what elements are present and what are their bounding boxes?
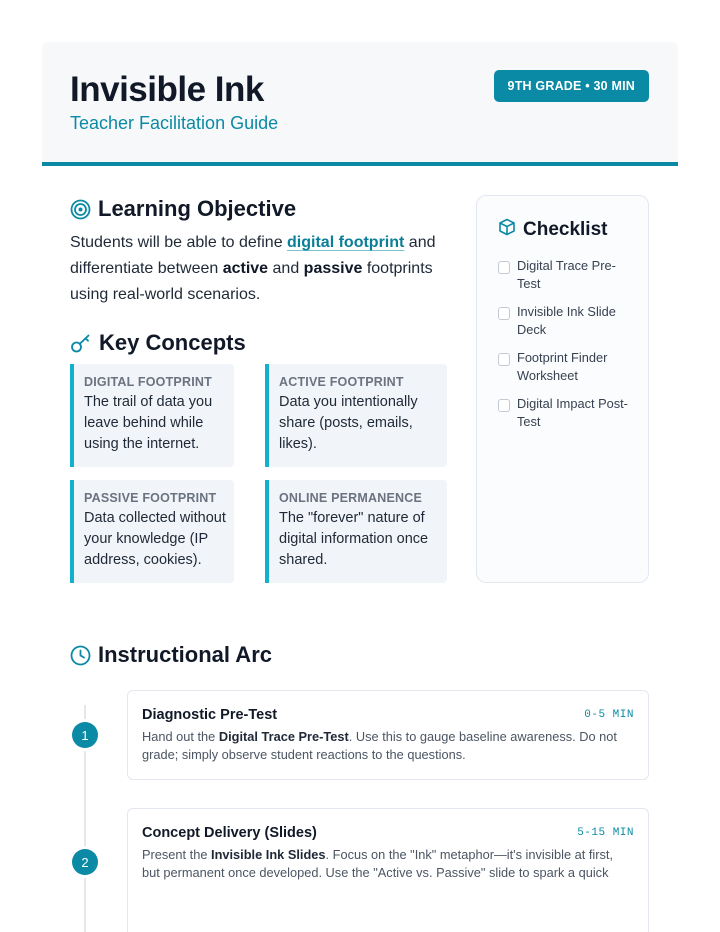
step-card: [127, 690, 649, 780]
objective-text-part: and differentiate between: [70, 234, 436, 277]
target-icon: [70, 199, 91, 220]
step-text-part: Hand out the: [142, 729, 219, 744]
objective-text: [70, 230, 440, 308]
concept-definition: Data collected without your knowledge (IP address, cookies).: [84, 510, 226, 568]
concept-card: [265, 480, 447, 583]
objective-text-part: and: [268, 260, 304, 277]
header: [42, 42, 678, 166]
concept-card: [265, 364, 447, 467]
checklist-item-label: Digital Impact Post-Test: [517, 396, 628, 429]
step-number: 2: [72, 849, 98, 875]
checklist-item[interactable]: [498, 395, 632, 430]
box-icon: [498, 218, 516, 242]
clock-icon: [70, 645, 91, 666]
passive-term: passive: [303, 260, 363, 277]
step-title: Concept Delivery (Slides): [142, 825, 317, 841]
concept-term: ACTIVE FOOTPRINT: [279, 375, 404, 389]
step-description: [142, 728, 634, 764]
checklist-item-label: Footprint Finder Worksheet: [517, 350, 608, 383]
step-time: 5-15 MIN: [577, 827, 634, 839]
step-text-part: . Focus on the "Ink" metaphor—it's invisible at first, but permanent once developed. Use the "Active vs. Passive" slide to spark a quick: [142, 847, 614, 880]
checklist-item[interactable]: [498, 349, 632, 384]
checklist-title: Checklist: [523, 219, 608, 240]
step-resource-name: Digital Trace Pre-Test: [218, 729, 349, 744]
concept-card: [70, 480, 234, 583]
checklist-item[interactable]: [498, 303, 632, 338]
checklist-panel: [476, 195, 649, 583]
objective-text-part: Students will be able to define: [70, 234, 288, 251]
page-title: Invisible Ink: [70, 70, 264, 109]
step-title: Diagnostic Pre-Test: [142, 707, 278, 723]
objective-text-part: footprints using real-world scenarios.: [70, 260, 433, 303]
key-concepts-heading: [70, 330, 246, 356]
learning-objective-title: Learning Objective: [98, 196, 297, 221]
checkbox[interactable]: [498, 353, 510, 366]
checkbox[interactable]: [498, 399, 510, 412]
key-concepts-title: Key Concepts: [99, 330, 246, 355]
instructional-arc-title: Instructional Arc: [98, 642, 272, 667]
step-number: 1: [72, 722, 98, 748]
concept-card: [70, 364, 234, 467]
step-text-part: Present the: [142, 847, 212, 862]
checkbox[interactable]: [498, 261, 510, 274]
concept-term: PASSIVE FOOTPRINT: [84, 491, 217, 505]
digital-footprint-term: digital footprint: [287, 234, 405, 251]
learning-objective-heading: [70, 196, 296, 222]
active-term: active: [222, 260, 269, 277]
step-text-part: . Use this to gauge baseline awareness. Do not grade; simply observe student reactions to the questions.: [142, 729, 617, 762]
checklist-item-label: Digital Trace Pre-Test: [517, 258, 616, 291]
checkbox[interactable]: [498, 307, 510, 320]
step-card: [127, 808, 649, 932]
concept-definition: The "forever" nature of digital information once shared.: [279, 510, 429, 568]
concept-definition: Data you intentionally share (posts, emails, likes).: [279, 394, 418, 452]
grade-duration-badge: 9TH GRADE • 30 MIN: [494, 70, 649, 102]
step-resource-name: Invisible Ink Slides: [211, 847, 326, 862]
step-time: 0-5 MIN: [584, 709, 634, 721]
concept-definition: The trail of data you leave behind while using the internet.: [84, 394, 213, 452]
concept-term: ONLINE PERMANENCE: [279, 491, 422, 505]
instructional-arc-heading: [70, 642, 272, 668]
concept-term: DIGITAL FOOTPRINT: [84, 375, 212, 389]
step-description: [142, 846, 634, 882]
key-icon: [70, 332, 92, 354]
checklist-item-label: Invisible Ink Slide Deck: [517, 304, 616, 337]
checklist-heading: [498, 218, 607, 242]
checklist-item[interactable]: [498, 257, 632, 292]
page-subtitle: Teacher Facilitation Guide: [70, 113, 279, 133]
